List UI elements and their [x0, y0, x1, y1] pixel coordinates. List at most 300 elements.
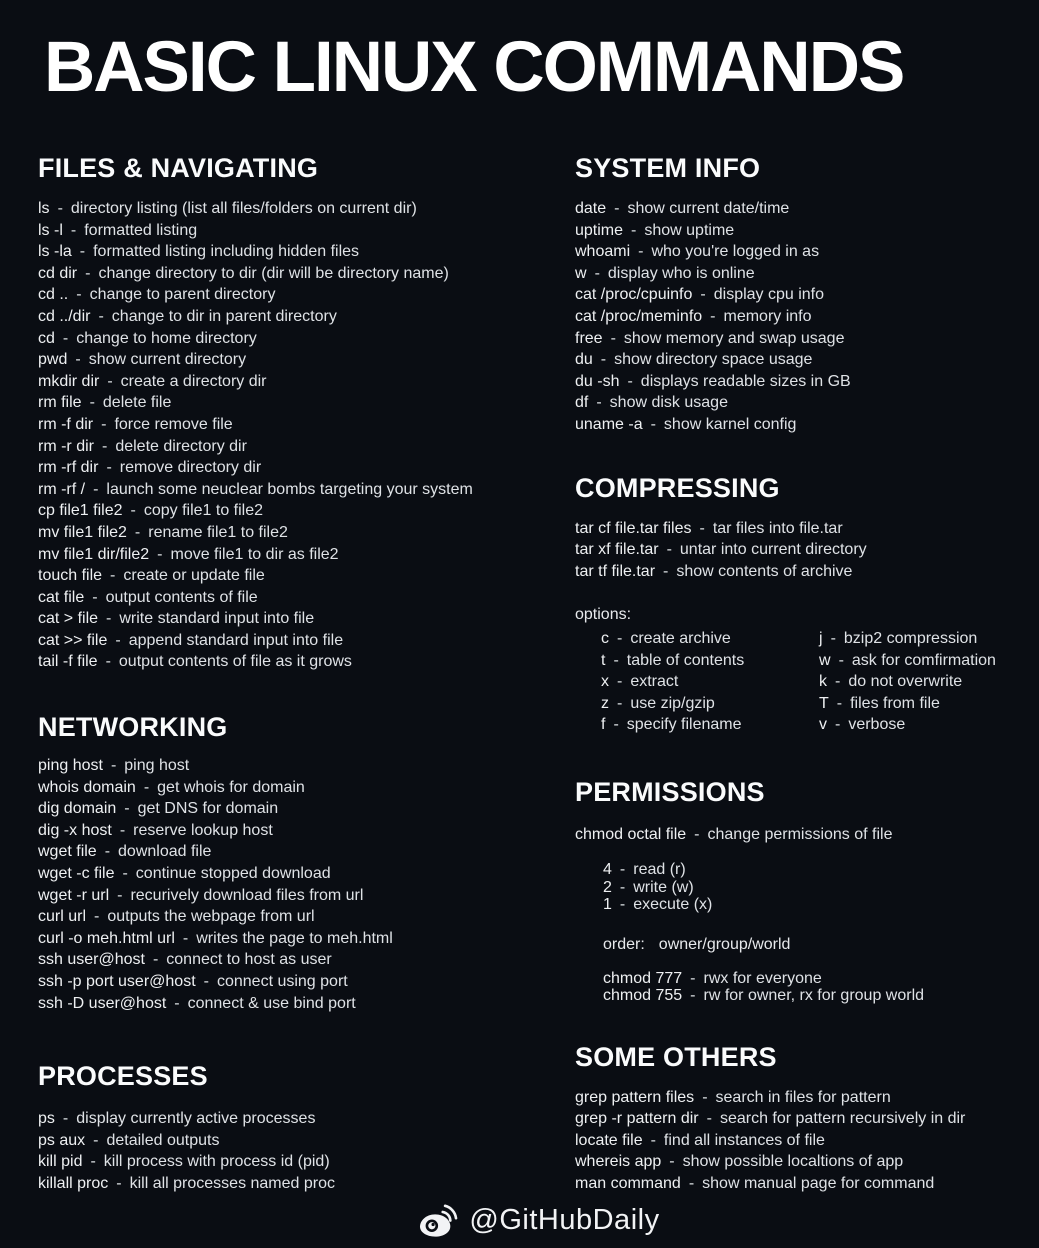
command-text: wget -r url [38, 886, 110, 904]
command-text: chmod octal file [575, 825, 687, 843]
command-text: rm -rf dir [38, 459, 99, 477]
command-entry [38, 777, 575, 799]
separator: - [110, 567, 116, 585]
command-text: chmod 755 [603, 987, 683, 1005]
tar-options-right [819, 628, 1039, 736]
separator: - [706, 1110, 712, 1128]
command-text: ssh -p port user@host [38, 973, 196, 990]
option-description: use zip/gzip [630, 694, 715, 712]
separator: - [600, 351, 607, 369]
description-text: show current date/time [627, 200, 790, 217]
option-description: ask for comfirmation [851, 651, 996, 669]
description-text: connect & use bind port [187, 994, 356, 1012]
command-entry [38, 630, 575, 652]
command-entry [38, 349, 575, 371]
separator: - [116, 1174, 122, 1192]
command-text: rm -rf / [38, 480, 86, 498]
description-text: show uptime [644, 221, 735, 239]
separator: - [57, 200, 63, 217]
separator: - [93, 1131, 99, 1149]
separator: - [830, 629, 836, 647]
description-text: memory info [723, 307, 812, 325]
separator: - [130, 502, 136, 520]
processes-command-list [38, 1108, 575, 1194]
separator: - [124, 800, 130, 818]
separator: - [76, 286, 82, 304]
command-text: cd .. [38, 286, 69, 304]
separator: - [101, 437, 108, 455]
command-entry [38, 479, 575, 501]
command-entry [575, 241, 1039, 263]
command-entry [38, 1130, 575, 1152]
description-text: search in files for pattern [715, 1088, 891, 1106]
order-label: order: [603, 935, 645, 953]
command-text: whois domain [38, 778, 136, 796]
description-text: rename file1 to file2 [148, 523, 288, 541]
permissions-heading: PERMISSIONS [575, 776, 765, 807]
command-entry [38, 263, 575, 285]
command-entry [38, 436, 575, 458]
option-entry [601, 693, 819, 715]
command-entry [38, 522, 575, 544]
page-title: BASIC LINUX COMMANDS [44, 28, 904, 107]
command-entry [38, 306, 575, 328]
section-processes [38, 1060, 575, 1194]
option-flag: x [601, 673, 609, 691]
separator: - [669, 1153, 675, 1171]
command-entry [38, 798, 575, 820]
separator: - [106, 459, 112, 477]
separator: - [666, 541, 672, 559]
separator: - [613, 651, 619, 669]
description-text: recurively download files from url [130, 886, 364, 904]
command-entry [38, 544, 575, 566]
separator: - [182, 929, 189, 947]
command-text: chmod 777 [603, 969, 683, 987]
separator: - [203, 973, 209, 990]
command-entry [575, 349, 1039, 371]
separator: - [619, 878, 626, 896]
command-entry [575, 1108, 1039, 1130]
description-text: show memory and swap usage [623, 329, 845, 347]
octal-number: 4 [603, 861, 612, 879]
option-entry [601, 650, 819, 672]
separator: - [699, 519, 705, 537]
option-entry [819, 628, 1039, 650]
separator: - [104, 843, 111, 861]
command-text: killall proc [38, 1174, 109, 1192]
option-entry [819, 714, 1039, 736]
description-text: create or update file [123, 567, 265, 585]
description-text: kill process with process id (pid) [103, 1153, 330, 1171]
command-entry [38, 928, 575, 950]
command-text: curl -o meh.html url [38, 929, 175, 947]
octal-description: write (w) [633, 878, 694, 896]
command-entry [38, 949, 575, 971]
command-text: uname -a [575, 415, 643, 433]
command-entry [38, 608, 575, 630]
command-text: touch file [38, 567, 103, 585]
option-description: files from file [850, 694, 940, 712]
separator: - [101, 415, 107, 433]
command-text: kill pid [38, 1153, 83, 1171]
separator: - [619, 896, 626, 914]
system-info-heading: SYSTEM INFO [575, 153, 761, 183]
separator: - [690, 969, 696, 987]
command-entry [575, 198, 1039, 220]
description-text: connect using port [216, 973, 348, 990]
option-flag: w [819, 651, 831, 669]
description-text: display currently active processes [76, 1110, 316, 1128]
separator: - [596, 394, 602, 412]
compressing-heading: COMPRESSING [575, 472, 780, 503]
option-entry [601, 714, 819, 736]
description-text: delete directory dir [115, 437, 247, 455]
separator: - [663, 562, 669, 580]
description-text: show contents of archive [676, 562, 853, 580]
description-text: download file [118, 843, 212, 861]
files-navigating-heading: FILES & NAVIGATING [38, 153, 319, 183]
command-entry [38, 1108, 575, 1130]
separator: - [85, 264, 91, 282]
option-flag: k [819, 673, 827, 691]
description-text: output contents of file [105, 588, 258, 606]
command-text: dig domain [38, 800, 117, 818]
command-text: cat /proc/meminfo [575, 307, 703, 325]
command-text: pwd [38, 351, 68, 369]
separator: - [627, 372, 633, 390]
description-text: reserve lookup host [133, 821, 273, 839]
option-flag: t [601, 651, 606, 669]
description-text: force remove file [114, 415, 233, 433]
command-entry [38, 906, 575, 928]
permission-order-line [575, 934, 1039, 956]
command-text: dig -x host [38, 821, 112, 839]
separator: - [119, 821, 126, 839]
section-permissions [575, 776, 1039, 1005]
tar-options-grid [575, 628, 1039, 736]
separator: - [174, 994, 180, 1012]
command-entry [575, 561, 1039, 583]
command-text: ps [38, 1110, 55, 1128]
order-value: owner/group/world [658, 935, 791, 953]
command-text: cd ../dir [38, 307, 91, 325]
separator: - [710, 307, 716, 325]
separator: - [836, 694, 843, 712]
command-text: cat > file [38, 610, 99, 628]
command-entry [38, 392, 575, 414]
command-text: ps aux [38, 1131, 86, 1149]
command-entry [38, 1173, 575, 1195]
separator: - [94, 908, 100, 926]
section-compressing [575, 472, 1039, 736]
description-text: show disk usage [609, 394, 728, 412]
command-entry [575, 328, 1039, 350]
description-text: get DNS for domain [137, 800, 279, 818]
octal-entry [603, 896, 1039, 914]
separator: - [90, 1153, 96, 1171]
command-text: ls -la [38, 243, 72, 261]
separator: - [134, 523, 141, 541]
command-text: ping host [38, 757, 103, 775]
description-text: formatted listing [84, 221, 198, 239]
description-text: tar files into file.tar [712, 519, 843, 537]
watermark-handle: @GitHubDaily [469, 1204, 660, 1237]
command-text: cat >> file [38, 631, 108, 649]
separator: - [835, 716, 841, 734]
command-text: tail -f file [38, 653, 98, 671]
right-column [575, 152, 1039, 1195]
command-entry [38, 651, 575, 673]
description-text: remove directory dir [119, 459, 262, 477]
description-text: move file1 to dir as file2 [170, 545, 339, 563]
description-text: continue stopped download [135, 865, 331, 883]
description-text: write standard input into file [119, 610, 315, 628]
command-text: rm -f dir [38, 415, 94, 433]
command-entry [38, 885, 575, 907]
description-text: who you're logged in as [651, 243, 820, 261]
option-description: table of contents [626, 651, 745, 669]
command-text: tar tf file.tar [575, 562, 656, 580]
command-text: tar xf file.tar [575, 541, 659, 559]
command-text: mkdir dir [38, 372, 100, 390]
separator: - [98, 307, 104, 325]
description-text: show karnel config [663, 415, 797, 433]
command-entry [38, 198, 575, 220]
command-text: cat file [38, 588, 85, 606]
command-entry [38, 1151, 575, 1173]
option-entry [819, 650, 1039, 672]
command-text: ssh user@host [38, 951, 145, 969]
separator: - [617, 694, 623, 712]
command-entry [38, 587, 575, 609]
command-text: tar cf file.tar files [575, 519, 692, 537]
description-text: copy file1 to file2 [143, 502, 264, 520]
separator: - [92, 588, 98, 606]
description-text: writes the page to meh.html [196, 929, 393, 947]
command-text: whereis app [575, 1153, 662, 1171]
command-entry [575, 1173, 1039, 1195]
command-text: wget file [38, 843, 97, 861]
command-entry [575, 371, 1039, 393]
description-text: rwx for everyone [703, 969, 822, 987]
command-entry [575, 1130, 1039, 1152]
description-text: show possible localtions of app [682, 1153, 904, 1171]
command-entry [38, 500, 575, 522]
command-text: cat /proc/cpuinfo [575, 286, 693, 304]
separator: - [835, 673, 841, 691]
separator: - [89, 394, 95, 412]
separator: - [106, 610, 112, 628]
command-text: free [575, 329, 603, 347]
description-text: create a directory dir [120, 372, 267, 390]
some-others-heading: SOME OTHERS [575, 1041, 777, 1072]
option-flag: v [819, 716, 827, 734]
command-text: uptime [575, 221, 624, 239]
command-text: w [575, 264, 587, 282]
command-entry [575, 220, 1039, 242]
separator: - [613, 716, 619, 734]
watermark [38, 1203, 1039, 1239]
separator: - [117, 886, 123, 904]
separator: - [105, 653, 111, 671]
content-columns [38, 152, 1039, 1195]
description-text: display who is online [607, 264, 755, 282]
command-text: date [575, 200, 607, 217]
permissions-command-list [575, 824, 1039, 846]
command-entry [38, 841, 575, 863]
option-entry [819, 693, 1039, 715]
command-text: cd [38, 329, 55, 347]
description-text: find all instances of file [663, 1131, 825, 1149]
command-entry [38, 328, 575, 350]
separator: - [62, 329, 69, 347]
description-text: change permissions of file [707, 825, 893, 843]
description-text: change to home directory [76, 329, 257, 347]
description-text: displays readable sizes in GB [640, 372, 851, 390]
command-text: cp file1 file2 [38, 502, 123, 520]
separator: - [617, 673, 623, 691]
command-entry [575, 1151, 1039, 1173]
option-flag: c [601, 629, 609, 647]
separator: - [79, 243, 86, 261]
separator: - [143, 778, 150, 796]
description-text: launch some neuclear bombs targeting your system [106, 480, 473, 498]
separator: - [617, 629, 623, 647]
command-entry [38, 755, 575, 777]
description-text: display cpu info [713, 286, 825, 304]
octal-entry [603, 861, 1039, 879]
description-text: change to parent directory [89, 286, 276, 304]
section-system-info [575, 152, 1039, 436]
command-text: locate file [575, 1131, 643, 1149]
separator: - [631, 221, 637, 239]
octal-entry [603, 879, 1039, 897]
description-text: show current directory [88, 351, 247, 369]
command-entry [38, 241, 575, 263]
command-entry [38, 220, 575, 242]
command-entry [38, 414, 575, 436]
description-text: detailed outputs [106, 1131, 220, 1149]
option-description: extract [630, 673, 679, 691]
tar-options-left [601, 628, 819, 736]
command-text: curl url [38, 908, 87, 926]
chmod-example-entry [603, 970, 1039, 988]
description-text: kill all processes named proc [129, 1174, 335, 1192]
command-text: du -sh [575, 372, 620, 390]
compressing-command-list [575, 518, 1039, 583]
command-text: whoami [575, 243, 631, 261]
separator: - [702, 1088, 708, 1106]
processes-heading: PROCESSES [38, 1061, 208, 1092]
others-command-list [575, 1087, 1039, 1195]
command-entry [575, 284, 1039, 306]
description-text: show directory space usage [614, 351, 813, 369]
command-text: man command [575, 1174, 681, 1192]
command-text: mv file1 file2 [38, 523, 127, 541]
separator: - [115, 631, 121, 649]
command-entry [575, 518, 1039, 540]
separator: - [610, 329, 616, 347]
command-text: grep -r pattern dir [575, 1110, 699, 1128]
octal-description: execute (x) [633, 896, 713, 914]
description-text: show manual page for command [702, 1174, 935, 1192]
separator: - [70, 221, 77, 239]
separator: - [110, 757, 117, 775]
command-text: rm file [38, 394, 82, 412]
command-entry [575, 539, 1039, 561]
separator: - [75, 351, 81, 369]
separator: - [93, 480, 99, 498]
separator: - [650, 1131, 656, 1149]
description-text: output contents of file as it grows [118, 653, 352, 671]
description-text: get whois for domain [157, 778, 305, 796]
separator: - [638, 243, 644, 261]
option-entry [819, 671, 1039, 693]
command-text: df [575, 394, 589, 412]
description-text: rw for owner, rx for group world [703, 987, 925, 1005]
command-entry [575, 1087, 1039, 1109]
command-entry [38, 457, 575, 479]
separator: - [690, 987, 696, 1005]
left-column [38, 152, 575, 1195]
description-text: change directory to dir (dir will be directory name) [98, 264, 449, 282]
octal-number: 1 [603, 896, 612, 914]
description-text: search for pattern recursively in dir [719, 1110, 966, 1128]
separator: - [619, 861, 626, 879]
description-text: change to dir in parent directory [111, 307, 337, 325]
command-entry [575, 824, 1039, 846]
separator: - [700, 286, 706, 304]
separator: - [688, 1174, 695, 1192]
option-description: specify filename [626, 716, 742, 734]
command-text: grep pattern files [575, 1088, 695, 1106]
command-entry [38, 971, 575, 993]
option-description: do not overwrite [848, 673, 963, 691]
section-some-others [575, 1041, 1039, 1195]
option-description: create archive [630, 629, 731, 647]
networking-heading: NETWORKING [38, 712, 228, 743]
description-text: ping host [124, 757, 190, 775]
description-text: connect to host as user [166, 951, 332, 969]
option-entry [601, 628, 819, 650]
command-text: cd dir [38, 264, 78, 282]
separator: - [614, 200, 620, 217]
option-flag: f [601, 716, 606, 734]
command-entry [38, 371, 575, 393]
octal-number: 2 [603, 878, 612, 896]
octal-values-list [575, 861, 1039, 914]
separator: - [650, 415, 656, 433]
description-text: directory listing (list all files/folders on current dir) [70, 200, 417, 217]
command-text: ssh -D user@host [38, 994, 167, 1012]
command-text: mv file1 dir/file2 [38, 545, 150, 563]
command-entry [38, 565, 575, 587]
command-entry [575, 306, 1039, 328]
description-text: outputs the webpage from url [107, 908, 315, 926]
separator: - [152, 951, 159, 969]
command-text: du [575, 351, 593, 369]
section-files-navigating [38, 152, 575, 673]
octal-description: read (r) [633, 861, 686, 879]
chmod-examples-list [575, 970, 1039, 1005]
command-entry [38, 284, 575, 306]
command-text: ls -l [38, 221, 63, 239]
option-entry [601, 671, 819, 693]
separator: - [157, 545, 163, 563]
command-text: rm -r dir [38, 437, 94, 455]
separator: - [594, 264, 600, 282]
